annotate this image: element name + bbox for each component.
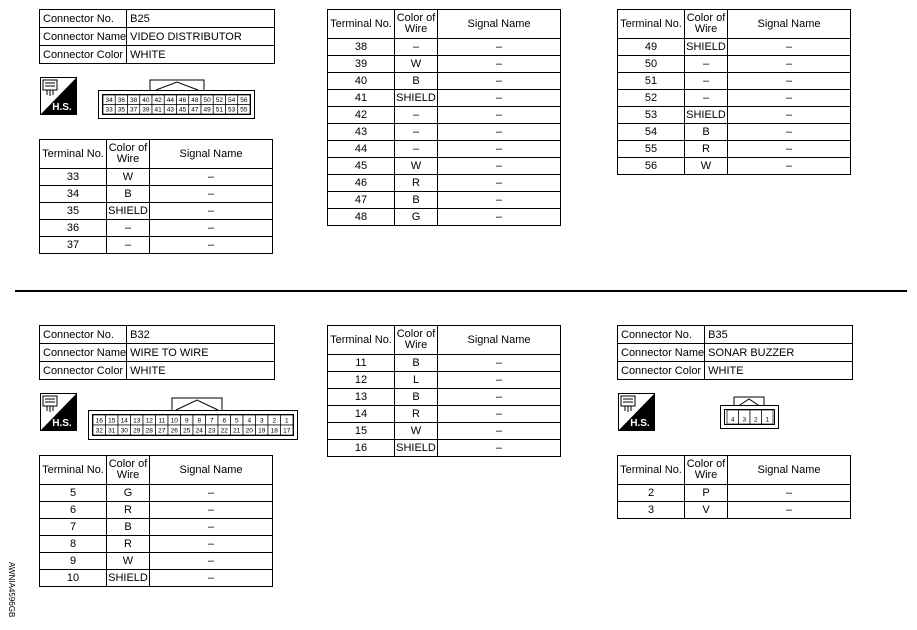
- terminal-no-cell: 36: [40, 220, 107, 237]
- terminal-no-cell: 15: [328, 423, 395, 440]
- pin-number: 14: [120, 417, 128, 425]
- pin-number: 38: [130, 97, 138, 104]
- terminal-no-header: Terminal No.: [328, 10, 395, 39]
- section-divider: [15, 290, 907, 292]
- signal-name-cell: –: [438, 406, 561, 423]
- connector-color-value: WHITE: [127, 46, 275, 64]
- wire-color-cell: G: [395, 209, 438, 226]
- terminal-no-cell: 7: [40, 519, 107, 536]
- wire-color-cell: –: [107, 237, 150, 254]
- wire-color-cell: B: [395, 73, 438, 90]
- wire-color-cell: W: [395, 158, 438, 175]
- pin-number: 1: [765, 416, 770, 424]
- pin-number: 20: [245, 427, 253, 435]
- terminal-no-cell: 3: [618, 502, 685, 519]
- connector-name-label: Connector Name: [618, 344, 705, 362]
- pin-number: 18: [270, 427, 278, 435]
- pin-number: 29: [133, 427, 141, 435]
- table-row: [618, 502, 851, 519]
- signal-name-cell: –: [438, 389, 561, 406]
- wire-color-cell: SHIELD: [107, 203, 150, 220]
- terminal-no-cell: 46: [328, 175, 395, 192]
- pin-number: 39: [142, 106, 150, 114]
- wire-color-cell: –: [685, 56, 728, 73]
- signal-name-cell: –: [150, 203, 273, 220]
- terminal-no-cell: 39: [328, 56, 395, 73]
- signal-name-cell: –: [728, 107, 851, 124]
- signal-name-cell: –: [438, 107, 561, 124]
- wire-color-cell: R: [685, 141, 728, 158]
- hs-label: H.S.: [630, 418, 650, 429]
- connector-color-label: Connector Color: [40, 362, 127, 380]
- wire-color-cell: SHIELD: [685, 39, 728, 56]
- pin-number: 49: [203, 106, 211, 114]
- connector-no-value: B25: [127, 10, 275, 28]
- pin-number: 28: [145, 427, 153, 435]
- terminal-no-cell: 14: [328, 406, 395, 423]
- terminal-no-cell: 16: [328, 440, 395, 457]
- terminal-no-header: Terminal No.: [618, 456, 685, 485]
- pin-number: 11: [158, 417, 166, 425]
- connector-no-value: B35: [705, 326, 853, 344]
- pin-number: 42: [154, 97, 162, 104]
- terminal-no-cell: 13: [328, 389, 395, 406]
- side-code-text: AWNIA4596GB: [7, 562, 16, 618]
- pin-number: 36: [117, 97, 125, 104]
- signal-name-cell: –: [728, 73, 851, 90]
- signal-header: Signal Name: [150, 456, 273, 485]
- pin-number: 13: [133, 417, 141, 425]
- connector-no-value: B32: [127, 326, 275, 344]
- pin-number: 37: [130, 106, 138, 114]
- connector-name-value: WIRE TO WIRE: [127, 344, 275, 362]
- pin-number: 34: [105, 97, 113, 104]
- pin-number: 44: [166, 97, 174, 104]
- color-header: Color of Wire: [685, 10, 728, 39]
- table-row: [618, 56, 851, 73]
- signal-name-cell: –: [150, 502, 273, 519]
- pin-number: 5: [234, 417, 239, 425]
- signal-name-cell: –: [438, 73, 561, 90]
- signal-name-cell: –: [150, 570, 273, 587]
- terminal-no-header: Terminal No.: [618, 10, 685, 39]
- pin-number: 25: [183, 427, 191, 435]
- terminal-no-cell: 2: [618, 485, 685, 502]
- connector-color-label: Connector Color: [618, 362, 705, 380]
- wire-color-cell: B: [395, 389, 438, 406]
- connector-name-value: VIDEO DISTRIBUTOR: [127, 28, 275, 46]
- table-row: [40, 553, 273, 570]
- signal-name-cell: –: [150, 553, 273, 570]
- pin-number: 24: [195, 427, 203, 435]
- connector-no-label: Connector No.: [618, 326, 705, 344]
- pin-number: 21: [233, 427, 241, 435]
- signal-name-cell: –: [728, 56, 851, 73]
- pin-number: 31: [108, 427, 116, 435]
- table-row: [618, 107, 851, 124]
- terminal-no-cell: 45: [328, 158, 395, 175]
- terminal-no-cell: 47: [328, 192, 395, 209]
- pin-number: 51: [215, 106, 223, 114]
- signal-name-cell: –: [150, 169, 273, 186]
- terminal-no-header: Terminal No.: [40, 456, 107, 485]
- pin-number: 47: [191, 106, 199, 114]
- connector-face-b35: [720, 395, 780, 431]
- terminal-no-cell: 44: [328, 141, 395, 158]
- pin-number: 2: [753, 416, 758, 424]
- terminal-no-cell: 49: [618, 39, 685, 56]
- signal-name-cell: –: [438, 141, 561, 158]
- table-row: [40, 570, 273, 587]
- signal-header: Signal Name: [150, 140, 273, 169]
- signal-name-cell: –: [438, 209, 561, 226]
- pin-number: 8: [197, 417, 202, 425]
- hs-label: H.S.: [52, 102, 72, 113]
- terminal-no-cell: 9: [40, 553, 107, 570]
- wire-color-cell: B: [395, 192, 438, 209]
- terminal-table-4: [39, 455, 273, 587]
- signal-name-cell: –: [438, 423, 561, 440]
- terminal-no-cell: 10: [40, 570, 107, 587]
- terminal-no-cell: 54: [618, 124, 685, 141]
- terminal-no-cell: 6: [40, 502, 107, 519]
- pin-number: 50: [203, 97, 211, 104]
- pin-number: 4: [247, 417, 252, 425]
- pin-number: 46: [179, 97, 187, 104]
- pin-number: 22: [220, 427, 228, 435]
- terminal-no-cell: 50: [618, 56, 685, 73]
- terminal-no-cell: 37: [40, 237, 107, 254]
- pin-number: 3: [259, 417, 264, 425]
- wire-color-cell: W: [395, 423, 438, 440]
- signal-name-cell: –: [728, 90, 851, 107]
- connector-name-label: Connector Name: [40, 344, 127, 362]
- terminal-no-cell: 34: [40, 186, 107, 203]
- table-row: [328, 158, 561, 175]
- pin-number: 2: [272, 417, 277, 425]
- table-row: [328, 56, 561, 73]
- table-row: [328, 90, 561, 107]
- signal-name-cell: –: [728, 141, 851, 158]
- table-row: [40, 169, 273, 186]
- terminal-no-cell: 35: [40, 203, 107, 220]
- signal-name-cell: –: [728, 502, 851, 519]
- table-row: [618, 485, 851, 502]
- pin-number: 27: [158, 427, 166, 435]
- table-row: [328, 192, 561, 209]
- table-row: [328, 141, 561, 158]
- connector-info-b35: [617, 325, 853, 380]
- connector-no-label: Connector No.: [40, 326, 127, 344]
- connector-color-value: WHITE: [127, 362, 275, 380]
- signal-name-cell: –: [438, 440, 561, 457]
- harness-side-icon: [618, 393, 655, 431]
- connector-no-label: Connector No.: [40, 10, 127, 28]
- wire-color-cell: B: [395, 355, 438, 372]
- table-row: [618, 39, 851, 56]
- table-row: [328, 175, 561, 192]
- wire-color-cell: R: [395, 175, 438, 192]
- table-row: [618, 124, 851, 141]
- terminal-no-cell: 38: [328, 39, 395, 56]
- table-row: [40, 502, 273, 519]
- connector-color-label: Connector Color: [40, 46, 127, 64]
- table-row: [328, 389, 561, 406]
- signal-name-cell: –: [150, 237, 273, 254]
- table-row: [40, 186, 273, 203]
- connector-name-label: Connector Name: [40, 28, 127, 46]
- table-row: [618, 90, 851, 107]
- terminal-no-cell: 43: [328, 124, 395, 141]
- pin-number: 55: [240, 106, 248, 114]
- signal-name-cell: –: [728, 124, 851, 141]
- terminal-no-cell: 5: [40, 485, 107, 502]
- color-header: Color of Wire: [107, 456, 150, 485]
- table-row: [618, 158, 851, 175]
- pin-number: 17: [283, 427, 291, 435]
- pin-number: 33: [105, 106, 113, 114]
- pin-number: 1: [284, 417, 289, 425]
- terminal-table-1: [39, 139, 273, 254]
- terminal-no-header: Terminal No.: [328, 326, 395, 355]
- pin-number: 4: [730, 416, 735, 424]
- terminal-no-cell: 33: [40, 169, 107, 186]
- table-row: [328, 406, 561, 423]
- table-row: [328, 355, 561, 372]
- wire-color-cell: –: [395, 39, 438, 56]
- connector-info-b32: [39, 325, 275, 380]
- terminal-no-cell: 53: [618, 107, 685, 124]
- table-row: [40, 203, 273, 220]
- table-row: [328, 107, 561, 124]
- hs-label: H.S.: [52, 418, 72, 429]
- terminal-no-cell: 40: [328, 73, 395, 90]
- table-row: [328, 440, 561, 457]
- harness-side-icon: [40, 77, 77, 115]
- pin-number: 56: [240, 97, 248, 104]
- terminal-no-cell: 42: [328, 107, 395, 124]
- pin-number: 16: [95, 417, 103, 425]
- connector-color-value: WHITE: [705, 362, 853, 380]
- pin-number: 15: [108, 417, 116, 425]
- table-row: [40, 220, 273, 237]
- pin-number: 41: [154, 106, 162, 114]
- signal-name-cell: –: [438, 355, 561, 372]
- wire-color-cell: SHIELD: [107, 570, 150, 587]
- wire-color-cell: P: [685, 485, 728, 502]
- wire-color-cell: V: [685, 502, 728, 519]
- table-row: [40, 485, 273, 502]
- signal-name-cell: –: [438, 56, 561, 73]
- signal-header: Signal Name: [438, 326, 561, 355]
- side-code: [0, 560, 14, 630]
- table-row: [328, 372, 561, 389]
- pin-number: 43: [166, 106, 174, 114]
- terminal-no-cell: 56: [618, 158, 685, 175]
- pin-number: 26: [170, 427, 178, 435]
- pin-number: 35: [117, 106, 125, 114]
- terminal-no-cell: 51: [618, 73, 685, 90]
- harness-side-icon: [40, 393, 77, 431]
- table-row: [40, 536, 273, 553]
- signal-header: Signal Name: [438, 10, 561, 39]
- signal-name-cell: –: [150, 519, 273, 536]
- signal-name-cell: –: [438, 90, 561, 107]
- wire-color-cell: W: [107, 553, 150, 570]
- color-header: Color of Wire: [395, 10, 438, 39]
- wire-color-cell: SHIELD: [395, 90, 438, 107]
- pin-number: 12: [145, 417, 153, 425]
- wire-color-cell: R: [395, 406, 438, 423]
- wire-color-cell: W: [107, 169, 150, 186]
- signal-name-cell: –: [150, 536, 273, 553]
- pin-number: 6: [222, 417, 227, 425]
- pin-number: 45: [179, 106, 187, 114]
- signal-header: Signal Name: [728, 10, 851, 39]
- table-row: [328, 209, 561, 226]
- pin-number: 30: [120, 427, 128, 435]
- terminal-no-cell: 52: [618, 90, 685, 107]
- signal-name-cell: –: [728, 485, 851, 502]
- wire-color-cell: SHIELD: [685, 107, 728, 124]
- pin-number: 3: [742, 416, 747, 424]
- wire-color-cell: –: [395, 124, 438, 141]
- signal-name-cell: –: [438, 372, 561, 389]
- terminal-no-cell: 11: [328, 355, 395, 372]
- signal-name-cell: –: [438, 39, 561, 56]
- signal-name-cell: –: [150, 485, 273, 502]
- table-row: [328, 73, 561, 90]
- connector-name-value: SONAR BUZZER: [705, 344, 853, 362]
- terminal-no-cell: 8: [40, 536, 107, 553]
- signal-name-cell: –: [438, 124, 561, 141]
- pin-number: 52: [215, 97, 223, 104]
- pin-number: 7: [209, 417, 214, 425]
- terminal-no-cell: 41: [328, 90, 395, 107]
- signal-name-cell: –: [150, 220, 273, 237]
- terminal-no-cell: 55: [618, 141, 685, 158]
- pin-number: 32: [95, 427, 103, 435]
- table-row: [328, 423, 561, 440]
- pin-number: 19: [258, 427, 266, 435]
- table-row: [40, 519, 273, 536]
- wire-color-cell: W: [395, 56, 438, 73]
- wire-color-cell: B: [107, 519, 150, 536]
- wire-color-cell: –: [395, 141, 438, 158]
- connector-face-b32: [88, 396, 300, 442]
- wire-color-cell: L: [395, 372, 438, 389]
- table-row: [40, 237, 273, 254]
- pin-number: 40: [142, 97, 150, 104]
- color-header: Color of Wire: [107, 140, 150, 169]
- table-row: [618, 73, 851, 90]
- pin-number: 48: [191, 97, 199, 104]
- pin-number: 23: [208, 427, 216, 435]
- wire-color-cell: –: [685, 73, 728, 90]
- wire-color-cell: –: [685, 90, 728, 107]
- terminal-no-header: Terminal No.: [40, 140, 107, 169]
- wire-color-cell: G: [107, 485, 150, 502]
- table-row: [618, 141, 851, 158]
- terminal-table-3: [617, 9, 851, 175]
- signal-name-cell: –: [438, 158, 561, 175]
- pin-number: 10: [170, 417, 178, 425]
- pin-number: 9: [184, 417, 189, 425]
- signal-name-cell: –: [728, 39, 851, 56]
- pin-number: 53: [228, 106, 236, 114]
- wire-color-cell: R: [107, 536, 150, 553]
- color-header: Color of Wire: [395, 326, 438, 355]
- table-row: [328, 39, 561, 56]
- terminal-table-6: [617, 455, 851, 519]
- connector-face-b25: [98, 78, 256, 120]
- wire-color-cell: B: [685, 124, 728, 141]
- wire-color-cell: W: [685, 158, 728, 175]
- signal-name-cell: –: [150, 186, 273, 203]
- signal-header: Signal Name: [728, 456, 851, 485]
- terminal-table-2: [327, 9, 561, 226]
- connector-info-b25: [39, 9, 275, 64]
- wire-color-cell: –: [395, 107, 438, 124]
- wire-color-cell: –: [107, 220, 150, 237]
- terminal-no-cell: 48: [328, 209, 395, 226]
- color-header: Color of Wire: [685, 456, 728, 485]
- signal-name-cell: –: [438, 192, 561, 209]
- terminal-table-5: [327, 325, 561, 457]
- table-row: [328, 124, 561, 141]
- signal-name-cell: –: [728, 158, 851, 175]
- terminal-no-cell: 12: [328, 372, 395, 389]
- signal-name-cell: –: [438, 175, 561, 192]
- wire-color-cell: SHIELD: [395, 440, 438, 457]
- wire-color-cell: R: [107, 502, 150, 519]
- pin-number: 54: [228, 97, 236, 104]
- wire-color-cell: B: [107, 186, 150, 203]
